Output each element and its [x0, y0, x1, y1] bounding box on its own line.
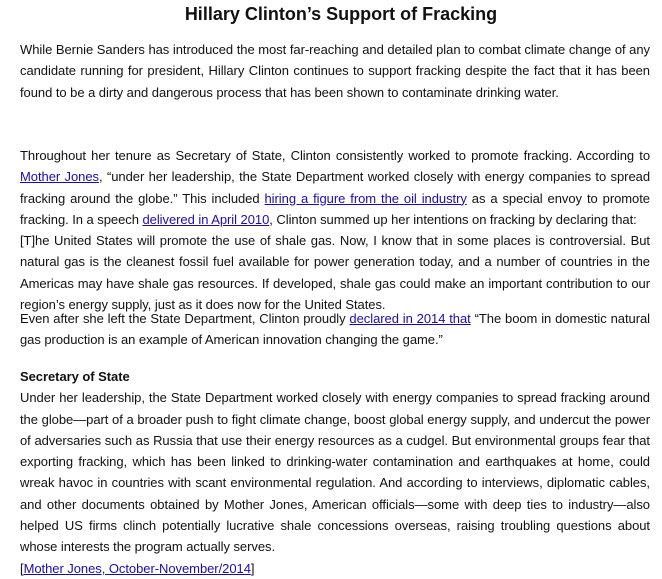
declared-2014-link[interactable]: declared in 2014 that	[349, 311, 471, 326]
tenure-text-4: , Clinton summed up her intentions on fracking by declaring that:	[269, 211, 637, 227]
tenure-paragraph	[20, 145, 650, 315]
mother-jones-link[interactable]: Mother Jones	[20, 169, 99, 185]
mother-jones-citation-link[interactable]: Mother Jones, October-November/2014	[23, 560, 251, 576]
tenure-text-1: Throughout her tenure as Secretary of State, Clinton consistently worked to promote fracking. According to	[20, 148, 650, 163]
post-state-text-2: “The boom in domestic natural gas production is an example of American innovation changing the game.”	[20, 311, 650, 348]
speech-quote: [T]he United States will promote the use of shale gas. Now, I know that in some places is controversial. But natural gas is the cleanest fossil fuel available for power generation today, and a number of countries in the Americas may have shale gas resources. If developed, shale gas could make an important contribution to our region’s energy supply, just as it does now for the United States.	[20, 233, 650, 313]
tenure-text-3: as a special envoy to promote fracking. In a speech	[20, 190, 650, 227]
tenure-text-2: , “under her leadership, the State Department worked closely with energy companies to spread fracking around the globe.” This included	[20, 169, 650, 206]
intro-paragraph	[20, 39, 650, 103]
oil-industry-hire-link[interactable]: hiring a figure from the oil industry	[264, 190, 467, 206]
section-body: Under her leadership, the State Department worked closely with energy companies to spread fracking around the globe—part of a broader push to fight climate change, boost global energy supply, and undercut the power of adversaries such as Russia that use their energy resources as a cudgel. But environmental groups fear that exporting fracking, which has been linked to drinking-water contamination and earthquakes at home, could wreak havoc in countries with scant environmental regulation. And according to interviews, diplomatic cables, and other documents obtained by Mother Jones, American officials—some with deep ties to industry—also helped US firms clinch potentially lucrative shale concessions overseas, raising troubling questions about whose interests the program actually serves.	[20, 390, 650, 555]
post-state-text-1: Even after she left the State Department, Clinton proudly	[20, 311, 350, 326]
page-title: Hillary Clinton’s Support of Fracking	[184, 4, 498, 24]
post-state-paragraph	[20, 308, 650, 351]
april-2010-speech-link[interactable]: delivered in April 2010	[142, 211, 270, 227]
citation-open-bracket: [	[20, 560, 24, 576]
intro-text: While Bernie Sanders has introduced the most far-reaching and detailed plan to combat climate change of any candidate running for president, Hillary Clinton continues to support fracking despite the fact that it has been found to be a dirty and dangerous process that has been shown to contaminate drinking water.	[20, 42, 650, 100]
citation-close-bracket: ]	[250, 560, 255, 576]
secretary-of-state-section	[20, 366, 650, 579]
section-heading: Secretary of State	[20, 369, 130, 384]
